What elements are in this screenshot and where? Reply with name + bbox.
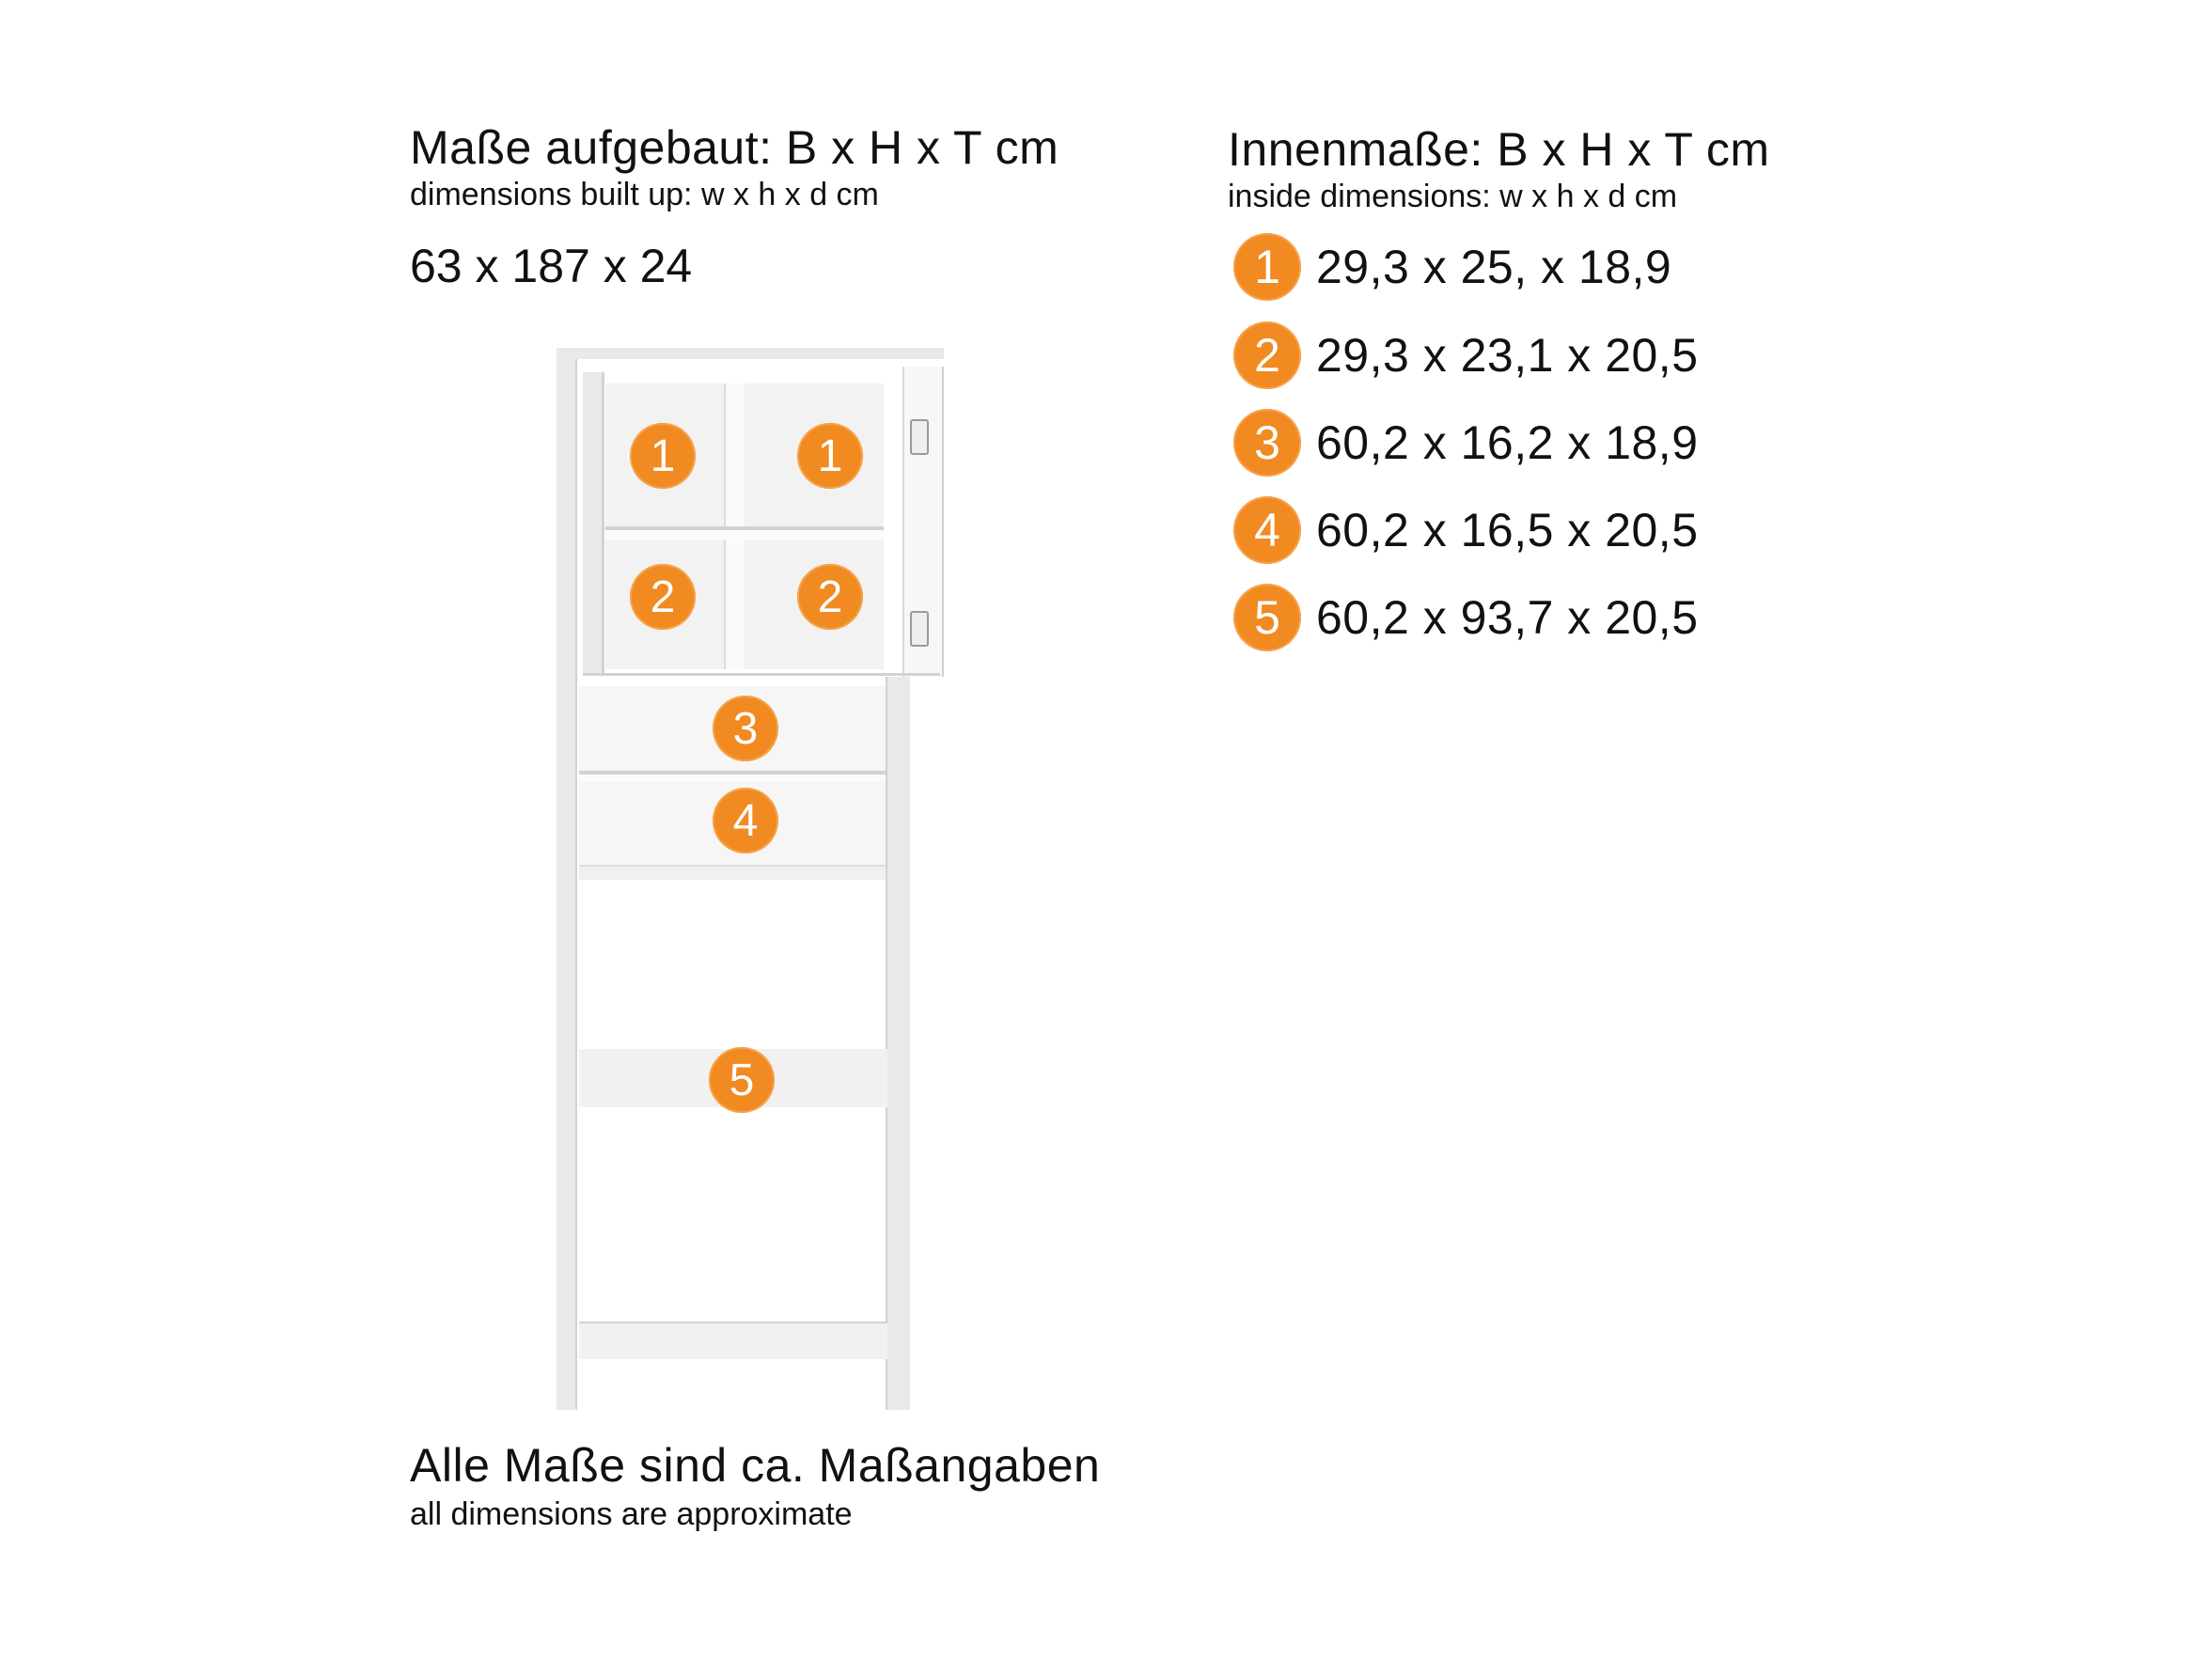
left-door-open <box>583 372 604 675</box>
diagram-badge-2a: 2 <box>630 564 696 630</box>
cabinet-right-side <box>887 677 910 1410</box>
number-badge: 1 <box>1233 233 1301 301</box>
shelf-4-5 <box>579 865 886 880</box>
diagram-badge-2b: 2 <box>797 564 863 630</box>
bottom-rail <box>579 1322 887 1359</box>
inside-dimension-row <box>1233 496 1699 564</box>
inside-dimension-row <box>1233 233 1671 301</box>
number-badge: 4 <box>1233 496 1301 564</box>
diagram-badge-1a: 1 <box>630 423 696 489</box>
inside-dimension-value: 29,3 x 25, x 18,9 <box>1316 241 1672 293</box>
diagram-badge-1b: 1 <box>797 423 863 489</box>
cabinet-illustration <box>526 338 949 1429</box>
cabinet-top <box>557 348 944 359</box>
hinge-icon <box>910 419 929 455</box>
inside-dimension-value: 29,3 x 23,1 x 20,5 <box>1316 329 1699 382</box>
upper-cabinet-bottom <box>583 673 940 676</box>
diagram-badge-4: 4 <box>713 788 778 853</box>
left-heading-title: Maße aufgebaut: B x H x T cm <box>410 121 1059 174</box>
diagram-badge-5: 5 <box>709 1047 775 1113</box>
outer-dimensions-value: 63 x 187 x 24 <box>410 240 693 292</box>
number-badge: 5 <box>1233 584 1301 651</box>
number-badge: 3 <box>1233 409 1301 477</box>
cabinet-left-edge <box>575 359 577 1410</box>
upper-shelf-face <box>605 530 884 540</box>
right-heading-subtitle: inside dimensions: w x h x d cm <box>1228 179 1678 214</box>
footer-title: Alle Maße sind ca. Maßangaben <box>410 1439 1101 1492</box>
shelf-3-4-face <box>579 775 886 782</box>
left-door-edge <box>602 372 604 675</box>
cabinet-left-side <box>557 348 575 1410</box>
inside-dimension-row <box>1233 409 1699 477</box>
inside-dimension-row <box>1233 584 1699 651</box>
inside-dimension-value: 60,2 x 16,2 x 18,9 <box>1316 416 1699 469</box>
number-badge: 2 <box>1233 321 1301 389</box>
left-heading-subtitle: dimensions built up: w x h x d cm <box>410 177 879 212</box>
inside-dimension-row <box>1233 321 1699 389</box>
hinge-icon <box>910 611 929 647</box>
inside-dimension-value: 60,2 x 93,7 x 20,5 <box>1316 591 1699 644</box>
inside-dimension-value: 60,2 x 16,5 x 20,5 <box>1316 504 1699 556</box>
right-heading-title: Innenmaße: B x H x T cm <box>1228 123 1770 176</box>
diagram-badge-3: 3 <box>713 696 778 761</box>
cabinet-right-edge <box>886 677 887 1410</box>
bottom-rail-edge <box>579 1322 887 1323</box>
footer-subtitle: all dimensions are approximate <box>410 1496 853 1532</box>
